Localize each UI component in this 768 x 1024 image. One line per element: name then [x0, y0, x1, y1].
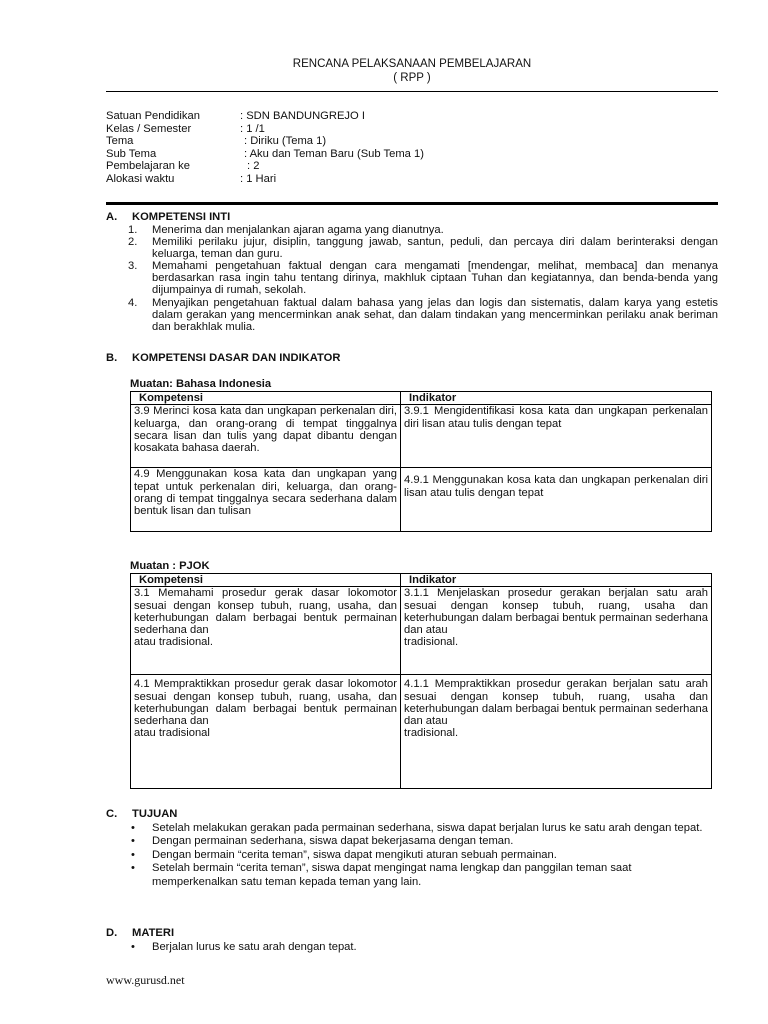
document-page [106, 0, 718, 1024]
title-divider [106, 91, 718, 92]
item-text: Dengan bermain “cerita teman”, siswa dapat mengikuti aturan sebuah permainan. [152, 848, 557, 861]
kompetensi-text-end: atau tradisional [134, 727, 210, 740]
identity-label: Kelas / Semester [106, 122, 192, 135]
identity-value: : SDN BANDUNGREJO I [240, 110, 365, 122]
list-item [128, 941, 718, 954]
table-row [131, 675, 712, 789]
document-subtitle: ( RPP ) [393, 72, 431, 84]
section-letter: A. [106, 211, 118, 223]
identity-value: : 2 [247, 160, 260, 173]
identity-label: Pembelajaran ke [106, 160, 190, 173]
list-item [128, 260, 718, 296]
identity-value: : Aku dan Teman Baru (Sub Tema 1) [244, 147, 424, 160]
section-letter: C. [106, 808, 118, 820]
list-item [128, 862, 718, 889]
section-letter: B. [106, 352, 118, 364]
list-item [128, 849, 718, 862]
item-text: Memahami pengetahuan faktual dengan cara mengamati [mendengar, melihat, membaca] dan menanya berdasarkan rasa ingin tahu tentang dirinya, makhluk ciptaan Tuhan dan kegiatannya, dan benda-benda yang dijumpainya di rumah, sekolah. [152, 260, 718, 297]
item-number: 3. [128, 260, 138, 273]
section-title: KOMPETENSI INTI [132, 211, 231, 223]
col-kompetensi-header: Kompetensi [131, 392, 401, 405]
bullet-icon: • [131, 941, 135, 953]
materi-list [128, 941, 718, 954]
bullet-icon: • [131, 835, 135, 848]
item-text: Setelah melakukan gerakan pada permainan sederhana, siswa dapat berjalan lurus ke satu arah dengan tepat. [152, 822, 703, 834]
table-row [131, 468, 712, 532]
table-header-row [131, 392, 712, 405]
item-number: 2. [128, 236, 138, 249]
item-text: Dengan permainan sederhana, siswa dapat bekerjasama dengan teman. [152, 835, 514, 848]
section-title: MATERI [132, 927, 175, 939]
item-number: 1. [128, 224, 138, 236]
col-indikator-header: Indikator [401, 392, 712, 405]
identity-label: Sub Tema [106, 147, 157, 160]
indikator-text-end: tradisional. [404, 636, 459, 649]
table-header-row [131, 574, 712, 587]
list-item [128, 224, 718, 236]
indikator-cell [401, 587, 712, 675]
list-item [128, 236, 718, 260]
col-kompetensi-header: Kompetensi [131, 574, 401, 587]
identity-value: : Diriku (Tema 1) [244, 135, 327, 148]
item-number: 4. [128, 296, 138, 309]
identity-value: : 1 /1 [240, 122, 265, 135]
section-d-heading [106, 927, 174, 939]
indikator-text: 3.1.1 Menjelaskan prosedur gerakan berjalan satu arah sesuai dengan konsep tubuh, ruang, usaha dan keterhubungan dalam berbagai bentuk permainan sederhana dan atau [404, 587, 708, 637]
watermark-link[interactable]: www.gurusd.net [106, 973, 185, 987]
list-item [128, 835, 718, 848]
pjok-table [130, 573, 712, 789]
bullet-icon: • [131, 822, 135, 834]
section-letter: D. [106, 927, 118, 939]
identity-value: : 1 Hari [240, 172, 277, 185]
header-divider [106, 202, 718, 205]
kompetensi-text-end: atau tradisional. [134, 636, 213, 649]
indikator-cell [401, 675, 712, 789]
bahasa-indonesia-table [130, 391, 712, 532]
kompetensi-cell [131, 587, 401, 675]
indikator-cell: 3.9.1 Mengidentifikasi kosa kata dan ungkapan perkenalan diri lisan atau tulis dengan tepat [401, 405, 712, 468]
kompetensi-cell: 3.9 Merinci kosa kata dan ungkapan perkenalan diri, keluarga, dan orang-orang di tempat tinggalnya secara lisan dan tulis yang dapat dibantu dengan kosakata bahasa daerah. [131, 405, 401, 468]
document-title: RENCANA PELAKSANAAN PEMBELAJARAN [292, 58, 532, 70]
section-c-heading [106, 808, 177, 820]
col-indikator-header: Indikator [401, 574, 712, 587]
indikator-text-end: tradisional. [404, 727, 459, 740]
kompetensi-text: 4.1 Mempraktikkan prosedur gerak dasar lokomotor sesuai dengan konsep tubuh, ruang, usaha, dan keterhubungan dalam berbagai bentuk permainan sederhana dan [134, 678, 397, 728]
kompetensi-cell [131, 675, 401, 789]
tujuan-list [128, 822, 718, 889]
item-text: Memiliki perilaku jujur, disiplin, tanggung jawab, santun, peduli, dan percaya diri dalam berinteraksi dengan keluarga, teman dan guru. [152, 236, 718, 261]
section-title: KOMPETENSI DASAR DAN INDIKATOR [132, 352, 341, 364]
kompetensi-cell: 4.9 Menggunakan kosa kata dan ungkapan yang tepat untuk perkenalan diri, keluarga, dan orang-orang di tempat tinggalnya secara sederhana dalam bentuk lisan dan tulisan [131, 468, 401, 532]
kompetensi-inti-list [128, 224, 718, 333]
muatan-pjok-label: Muatan : PJOK [130, 560, 210, 572]
identity-label: Tema [106, 135, 134, 148]
identity-label: Satuan Pendidikan [106, 110, 200, 122]
list-item [128, 822, 718, 835]
table-row [131, 587, 712, 675]
item-text: Setelah bermain “cerita teman”, siswa dapat mengingat nama lengkap dan panggilan teman saat memperkenalkan satu teman kepada teman yang lain. [152, 862, 632, 888]
section-a-heading [106, 211, 230, 223]
section-title: TUJUAN [132, 808, 178, 820]
indikator-cell: 4.9.1 Menggunakan kosa kata dan ungkapan perkenalan diri lisan atau tulis dengan tepat [401, 468, 712, 532]
item-text: Menyajikan pengetahuan faktual dalam bahasa yang jelas dan logis dan sistematis, dalam karya yang estetis dalam gerakan yang mencerminkan anak sehat, dan dalam tindakan yang mencerminkan perilaku anak beriman dan berakhlak mulia. [152, 296, 718, 333]
item-text: Menerima dan menjalankan ajaran agama yang dianutnya. [152, 224, 444, 236]
table-row [131, 405, 712, 468]
bullet-icon: • [131, 862, 135, 875]
section-b-heading [106, 352, 340, 364]
kompetensi-text: 3.1 Memahami prosedur gerak dasar lokomotor sesuai dengan konsep tubuh, ruang, usaha, dan keterhubungan dalam berbagai bentuk permainan sederhana dan [134, 587, 397, 637]
bullet-icon: • [131, 848, 135, 861]
indikator-text: 4.1.1 Mempraktikkan prosedur gerakan berjalan satu arah sesuai dengan konsep tubuh, ruang, usaha dan keterhubungan dalam berbagai bentuk permainan sederhana dan atau [404, 678, 708, 728]
item-text: Berjalan lurus ke satu arah dengan tepat. [152, 941, 357, 953]
muatan-bahasa-label: Muatan: Bahasa Indonesia [130, 378, 272, 390]
list-item [128, 297, 718, 333]
identity-label: Alokasi waktu [106, 172, 175, 185]
